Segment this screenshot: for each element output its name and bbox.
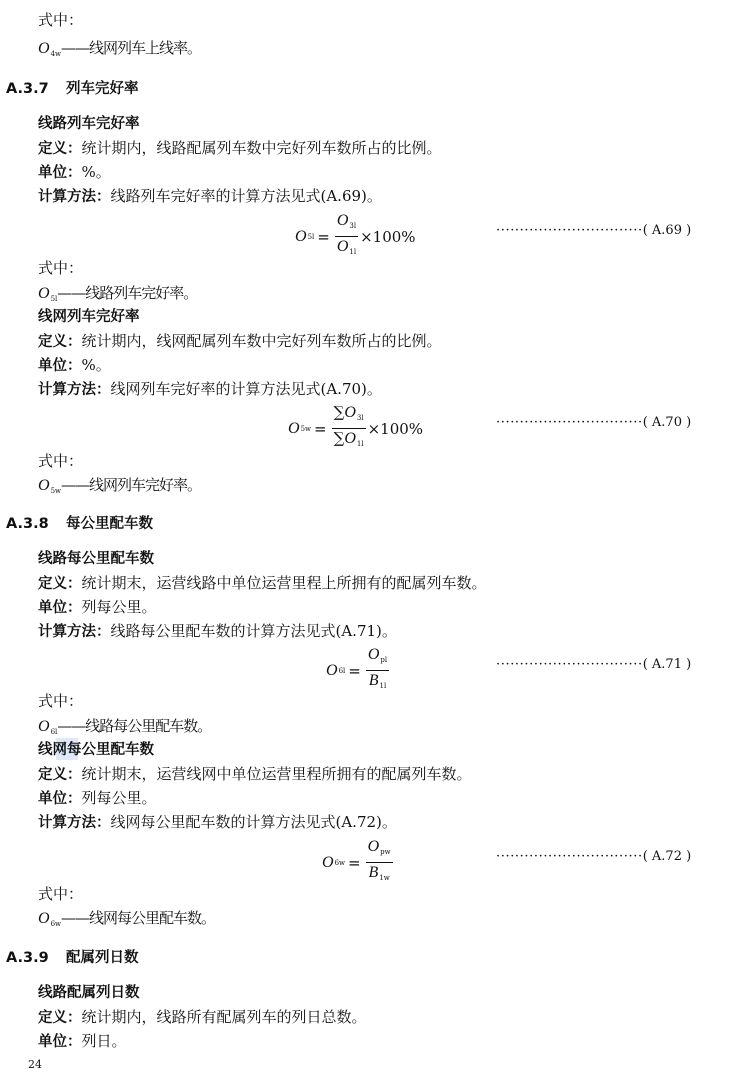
unit-line: 单位：列每公里。: [38, 598, 157, 616]
formula-a72: O 6w = $\frac{O_{pw}}{B_{1w}}$: [322, 838, 395, 887]
method-line: 计算方法：线网每公里配车数的计算方法见式(A.72)。: [38, 813, 397, 831]
unit-line: 单位：%。: [38, 163, 111, 181]
definition-line: 定义：统计期内，线路配属列车数中完好列车数所占的比例。: [38, 139, 442, 157]
equation-number-a72: ·······························( A.72 ): [496, 849, 692, 864]
definition-line: 定义：统计期内，线路所有配属列车的列日总数。: [38, 1008, 367, 1026]
unit-line: 单位：列日。: [38, 1032, 127, 1050]
formula-a69: O 5l = $\frac{O_{3l}}{O_{1l}}$ ×100%: [295, 212, 416, 261]
section-heading-a38: A.3.8 每公里配车数: [6, 516, 153, 532]
variable-definition: $O_{5l}——$线路列车完好率。: [38, 284, 198, 303]
unit-line: 单位：列每公里。: [38, 789, 157, 807]
section-heading-a37: A.3.7 列车完好率: [6, 81, 139, 97]
unit-line: 单位：%。: [38, 356, 111, 374]
fraction: $\frac{O_{3l}}{O_{1l}}$: [336, 212, 357, 256]
equation-number-a71: ·······························( A.71 ): [496, 657, 692, 672]
where-label: 式中：: [38, 692, 84, 710]
fraction: $\frac{O_{pl}}{B_{1l}}$: [367, 646, 388, 690]
section-heading-a39: A.3.9 配属列日数: [6, 950, 139, 966]
page-number: 24: [28, 1058, 42, 1071]
variable-definition: $O_{6w}——$线网每公里配车数。: [38, 909, 216, 928]
definition-line: 定义：统计期末，运营线路中单位运营里程上所拥有的配属列车数。: [38, 574, 487, 592]
where-label: 式中：: [38, 11, 84, 29]
formula-a70: O 5w = $\frac{\sum O_{3l}}{\sum O_{1l}}$ ×100%: [288, 404, 423, 453]
method-line: 计算方法：线路每公里配车数的计算方法见式(A.71)。: [38, 622, 397, 640]
equation-number-a70: ·······························( A.70 ): [496, 415, 692, 430]
subheading: 线路列车完好率: [38, 116, 140, 132]
fraction: $\frac{\sum O_{3l}}{\sum O_{1l}}$: [333, 403, 364, 448]
subheading: 线网列车完好率: [38, 309, 140, 325]
subheading: 线路配属列日数: [38, 985, 140, 1001]
variable-definition: $O_{4w}——$线网列车上线率。: [38, 39, 202, 58]
where-label: 式中：: [38, 259, 84, 277]
method-line: 计算方法：线网列车完好率的计算方法见式(A.70)。: [38, 380, 382, 398]
method-line: 计算方法：线路列车完好率的计算方法见式(A.69)。: [38, 187, 382, 205]
where-label: 式中：: [38, 452, 84, 470]
variable-definition: $O_{5w}——$线网列车完好率。: [38, 476, 202, 495]
formula-a71: O 6l = $\frac{O_{pl}}{B_{1l}}$: [326, 646, 391, 695]
subheading: 线路每公里配车数: [38, 551, 154, 567]
definition-line: 定义：统计期内，线网配属列车数中完好列车数所占的比例。: [38, 332, 442, 350]
equation-number-a69: ·······························( A.69 ): [496, 223, 692, 238]
definition-line: 定义：统计期末，运营线网中单位运营里程所拥有的配属列车数。: [38, 765, 472, 783]
fraction: $\frac{O_{pw}}{B_{1w}}$: [367, 838, 391, 882]
variable-definition: $O_{6l}——$线路每公里配车数。: [38, 717, 212, 736]
where-label: 式中：: [38, 885, 84, 903]
subheading: 线网每公里配车数: [38, 742, 154, 758]
